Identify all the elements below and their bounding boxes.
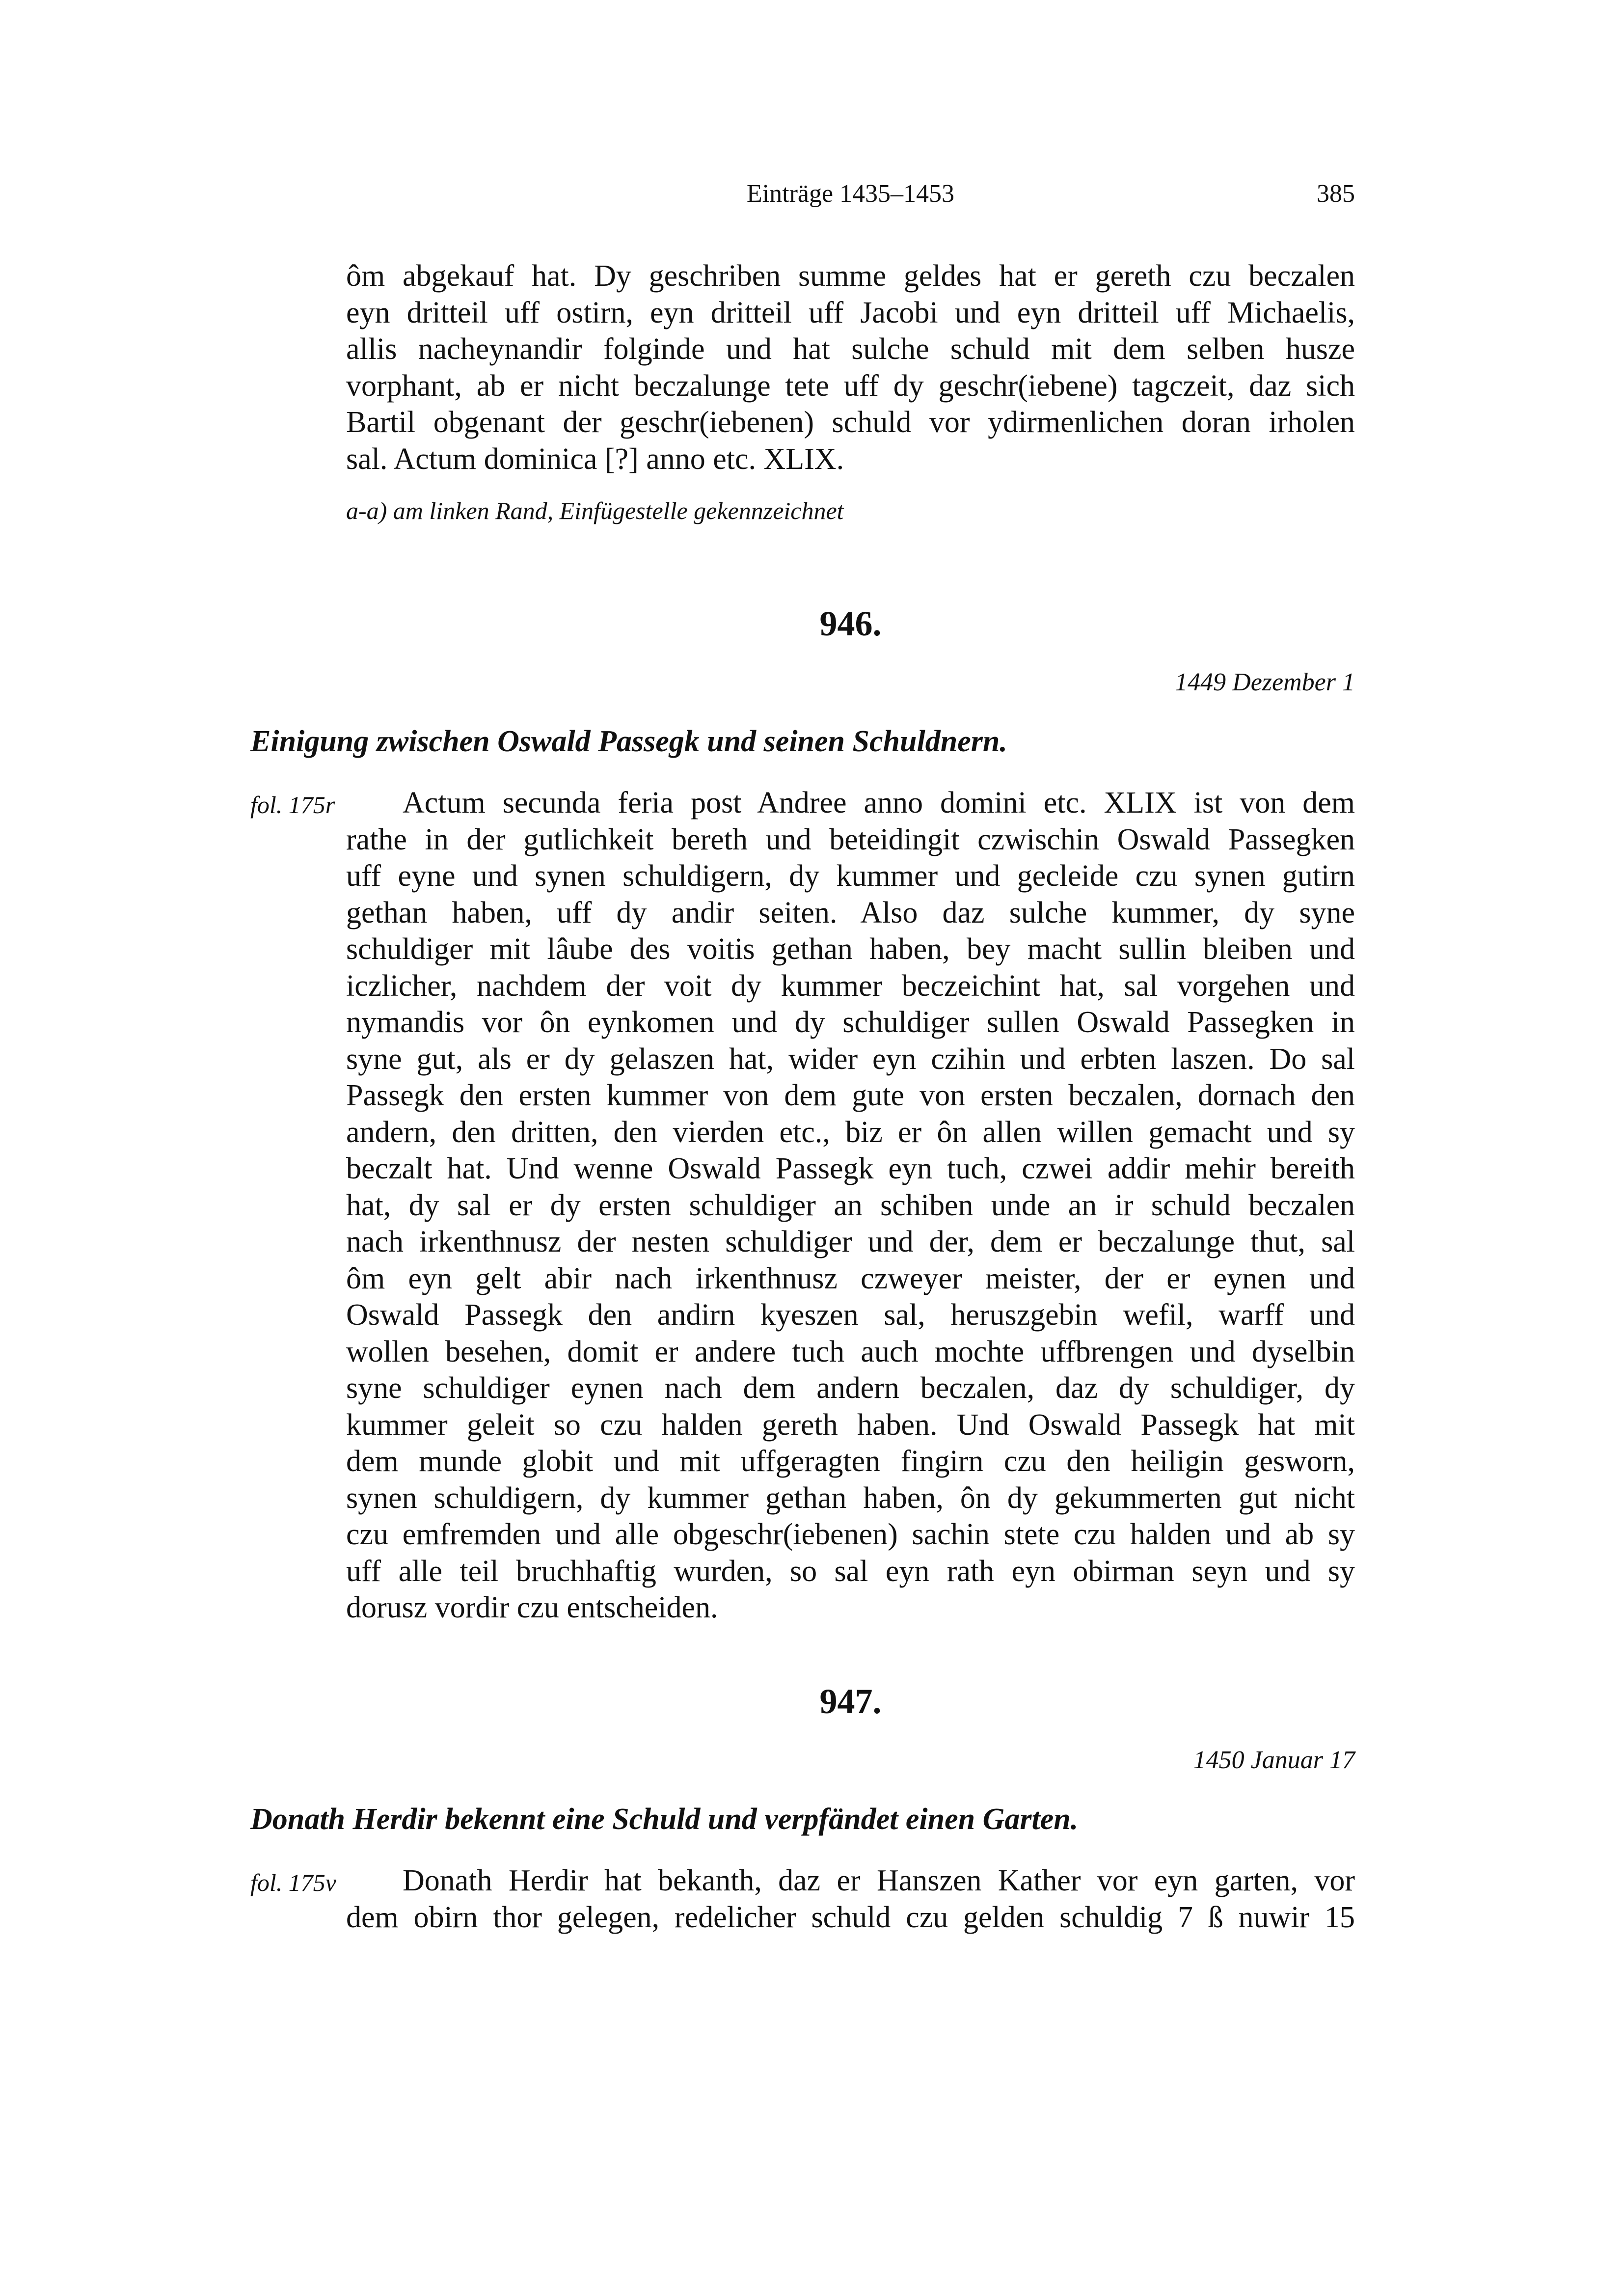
entry-text (346, 785, 1355, 1626)
text-line: ôm eyn gelt abir nach irkenthnusz czweyer meister, der er eynen und (346, 1261, 1355, 1295)
entry-heading: Donath Herdir bekennt eine Schuld und verpfändet einen Garten. (250, 1803, 1079, 1836)
entry-date: 1449 Dezember 1 (1175, 668, 1355, 696)
entry-number: 946. (819, 604, 882, 643)
text-line: nymandis vor ôn eynkomen und dy schuldiger sullen Oswald Passegken in (346, 1006, 1355, 1039)
text-line: allis nacheynandir folginde und hat sulche schuld mit dem selben husze (346, 332, 1355, 366)
text-line: synen schuldigern, dy kummer gethan haben, ôn dy gekummerten gut nicht (346, 1481, 1355, 1515)
page-number: 385 (1317, 180, 1355, 208)
intro-paragraph (346, 258, 1355, 477)
text-line: beczalt hat. Und wenne Oswald Passegk eyn tuch, czwei addir mehir bereith (346, 1152, 1355, 1185)
text-line: dorusz vordir czu entscheiden. (346, 1591, 718, 1624)
text-line: iczlicher, nachdem der voit dy kummer beczeichint hat, sal vorgehen und (346, 969, 1355, 1003)
text-line-content: Actum secunda feria post Andree anno domini etc. XLIX ist von dem (403, 786, 1355, 820)
text-line: Oswald Passegk den andirn kyeszen sal, heruszgebin wefil, warff und (346, 1298, 1355, 1332)
running-head (346, 174, 1355, 214)
footnote: a-a) am linken Rand, Einfügestelle gekennzeichnet (346, 497, 844, 524)
text-line: dem munde globit und mit uffgeragten fingirn czu den heiligin gesworn, (346, 1445, 1355, 1478)
text-line: dem obirn thor gelegen, redelicher schuld czu gelden schuldig 7 ß nuwir 15 (346, 1900, 1355, 1934)
folio-marker: fol. 175v (250, 1869, 336, 1896)
text-line: ôm abgekauf hat. Dy geschriben summe geldes hat er gereth czu beczalen (346, 259, 1355, 293)
text-line: wollen besehen, domit er andere tuch auch mochte uffbrengen und dyselbin (346, 1335, 1355, 1368)
text-line: uff eyne und synen schuldigern, dy kummer und gecleide czu synen gutirn (346, 859, 1355, 893)
entry-text (346, 1862, 1355, 1936)
text-line: kummer geleit so czu halden gereth haben. Und Oswald Passegk hat mit (346, 1408, 1355, 1442)
text-line-content: Donath Herdir hat bekanth, daz er Hanszen Kather vor eyn garten, vor (403, 1864, 1355, 1897)
text-line: hat, dy sal er dy ersten schuldiger an schiben unde an ir schuld beczalen (346, 1188, 1355, 1222)
text-line: eyn dritteil uff ostirn, eyn dritteil uff Jacobi und eyn dritteil uff Michaelis, (346, 296, 1355, 329)
text-line: syne gut, als er dy gelaszen hat, wider eyn czihin und erbten laszen. Do sal (346, 1042, 1355, 1076)
text-line: Passegk den ersten kummer von dem gute von ersten beczalen, dornach den (346, 1079, 1355, 1112)
text-line (346, 1862, 1355, 1899)
text-line: rathe in der gutlichkeit bereth und beteidingit czwischin Oswald Passegken (346, 822, 1355, 856)
text-line: czu emfremden und alle obgeschr(iebenen) sachin stete czu halden und ab sy (346, 1518, 1355, 1551)
text-line: gethan haben, uff dy andir seiten. Also daz sulche kummer, dy syne (346, 896, 1355, 929)
entry-date: 1450 Januar 17 (1193, 1746, 1355, 1774)
text-line (346, 785, 1355, 821)
entry-heading: Einigung zwischen Oswald Passegk und seinen Schuldnern. (250, 725, 1007, 758)
text-line: vorphant, ab er nicht beczalunge tete uff dy geschr(iebene) tagczeit, daz sich (346, 369, 1355, 403)
text-line: uff alle teil bruchhaftig wurden, so sal eyn rath eyn obirman seyn und sy (346, 1554, 1355, 1588)
text-line: Bartil obgenant der geschr(iebenen) schuld vor ydirmenlichen doran irholen (346, 406, 1355, 439)
running-head-title: Einträge 1435–1453 (746, 180, 955, 208)
text-line: nach irkenthnusz der nesten schuldiger und der, dem er beczalunge thut, sal (346, 1225, 1355, 1258)
text-line: sal. Actum dominica [?] anno etc. XLIX. (346, 442, 844, 476)
folio-marker: fol. 175r (250, 791, 335, 819)
text-line: andern, den dritten, den vierden etc., biz er ôn allen willen gemacht und sy (346, 1115, 1355, 1149)
text-line: schuldiger mit lâube des voitis gethan haben, bey macht sullin bleiben und (346, 932, 1355, 966)
entry-number: 947. (819, 1682, 882, 1721)
text-line: syne schuldiger eynen nach dem andern beczalen, daz dy schuldiger, dy (346, 1371, 1355, 1405)
